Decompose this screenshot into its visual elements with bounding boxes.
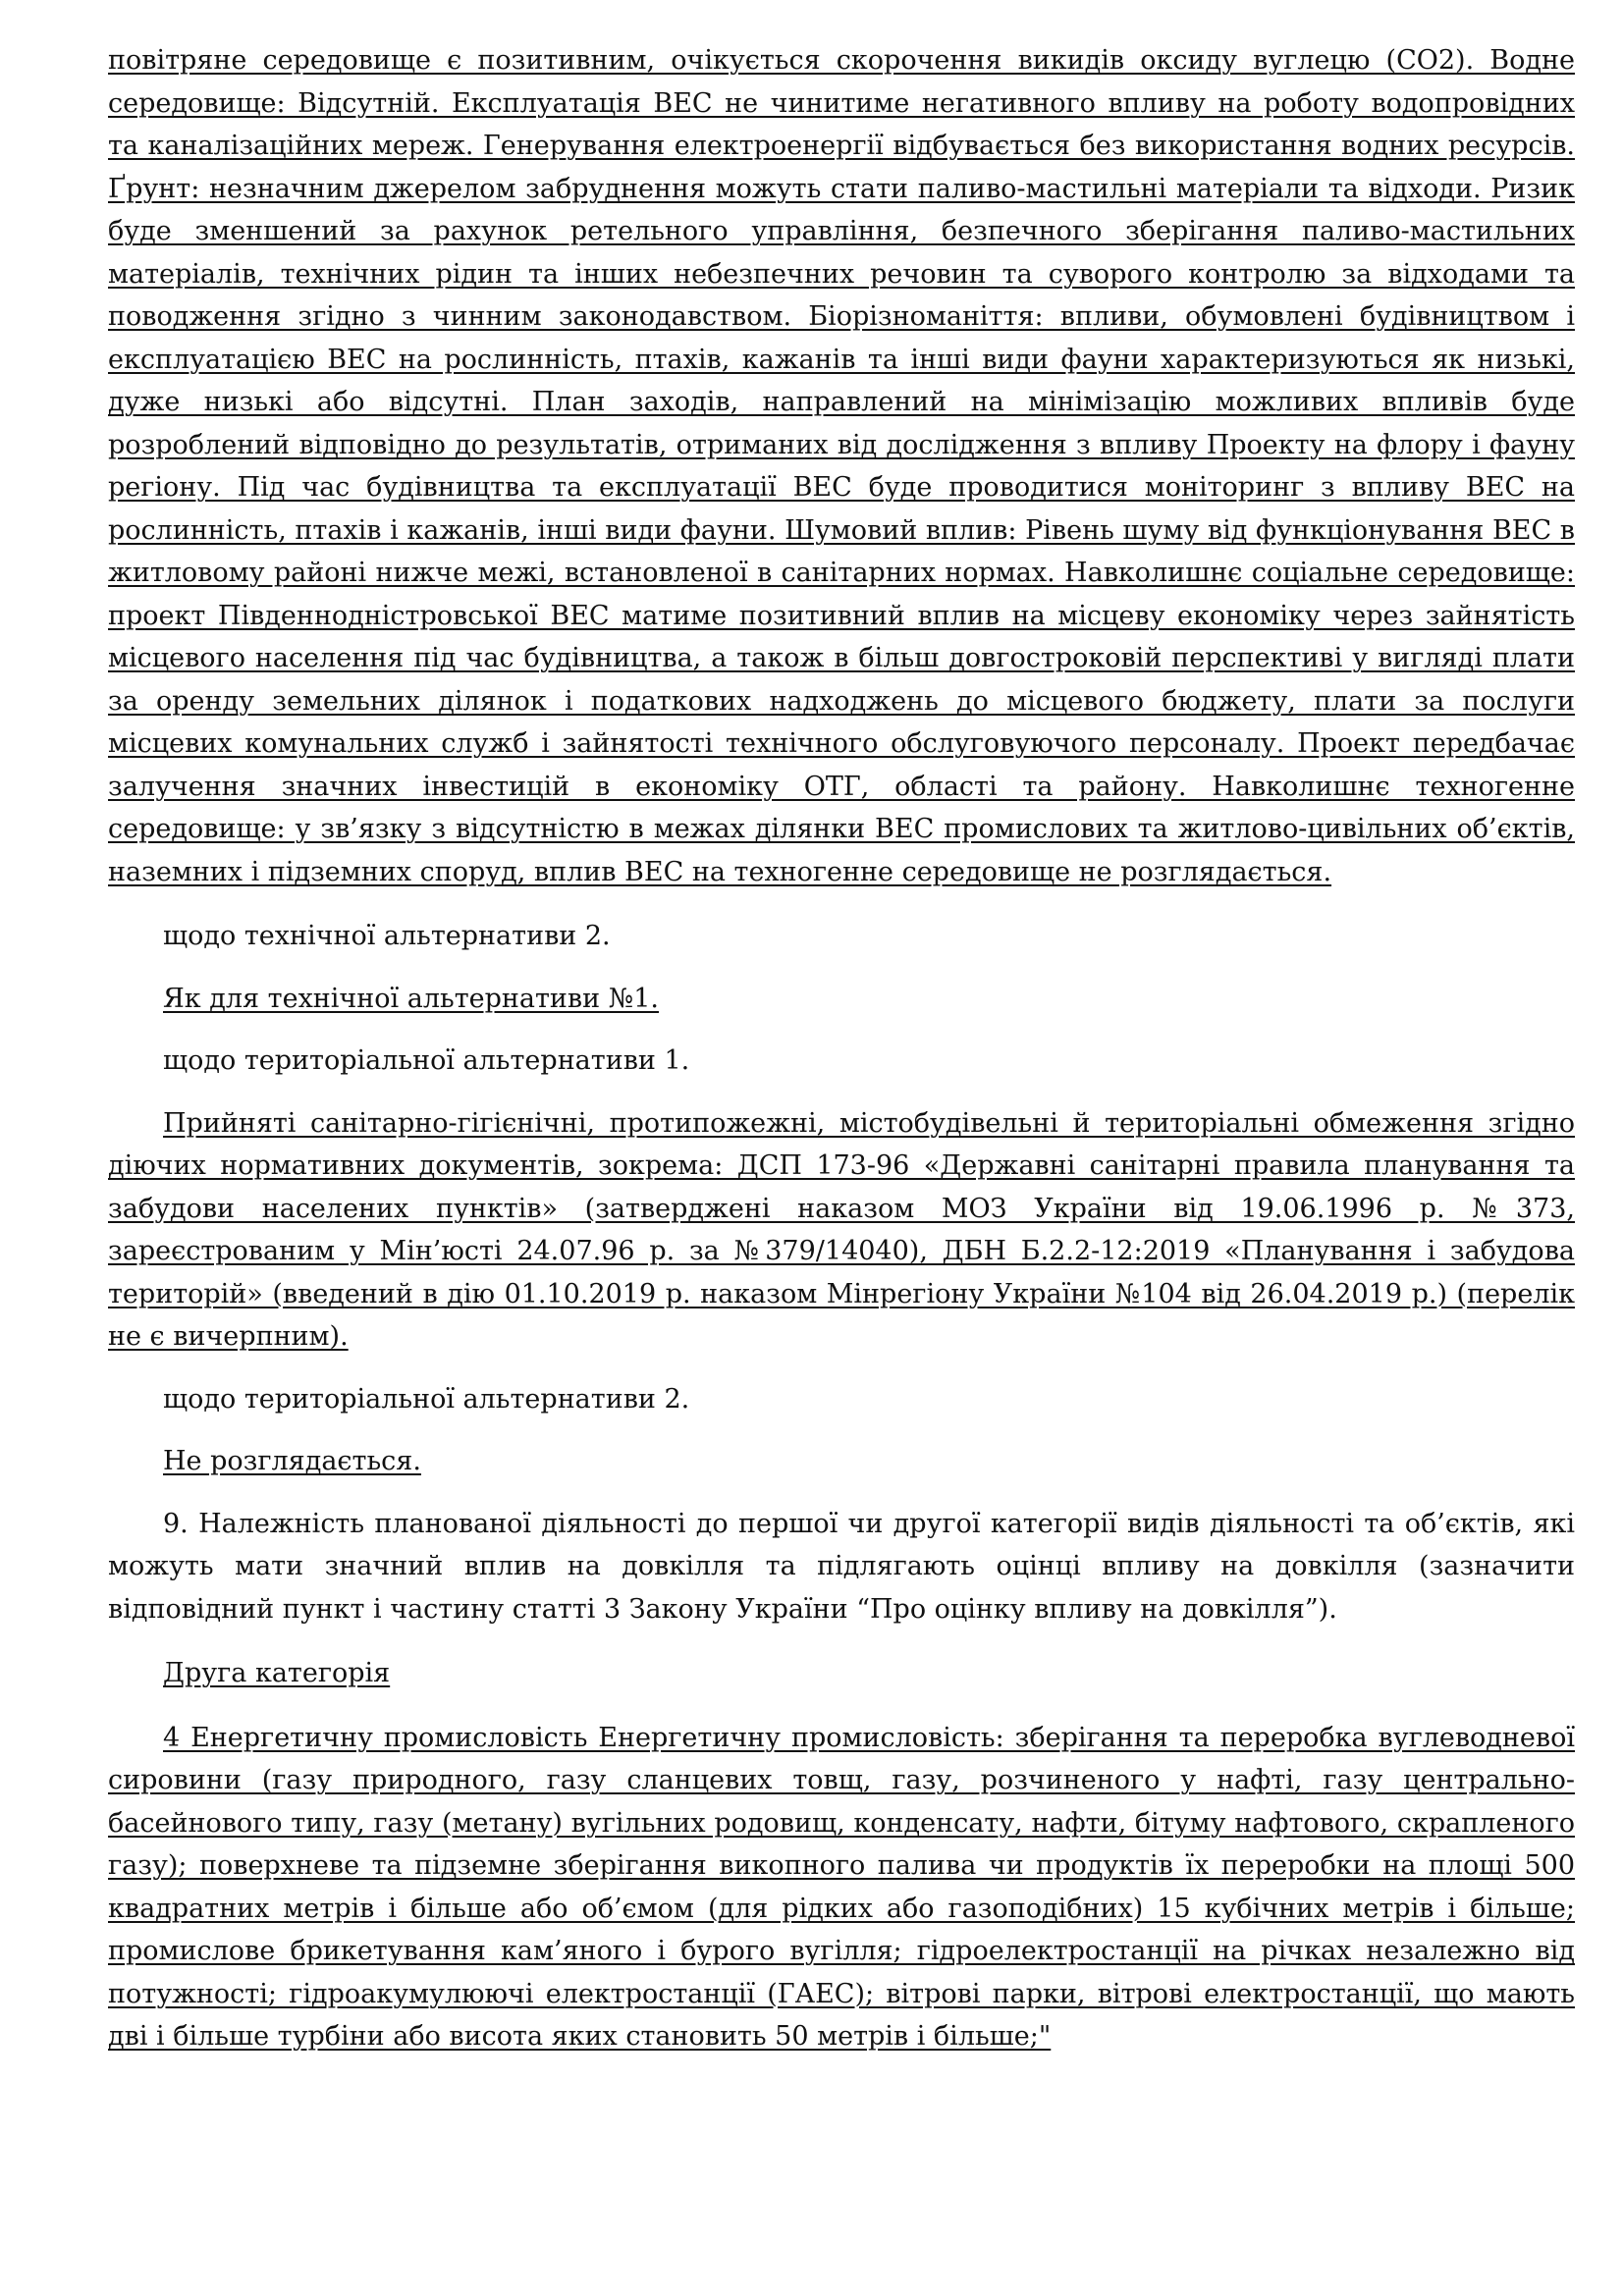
category-label: Друга категорія xyxy=(163,1658,391,1688)
terr-alt-1-answer: Прийняті санітарно-гігієнічні, протипожежні, містобудівельні й територіальні обмеження згідно діючих нормативних документів, зокрема: ДСП 173-96 «Державні санітарні правила планування та забудови населених пунктів» (затверджені наказом МОЗ України від 19.06.1996 р. №373, зареєстрованим у Мін’юсті 24.07.96 р. за №379/14040), ДБН Б.2.2-12:2019 «Планування і забудова територій» (введений в дію 01.10.2019 р. наказом Мінрегіону України №104 від 26.04.2019 р.) (перелік не є вичерпним). xyxy=(108,1107,1575,1352)
category-wrap xyxy=(108,1652,1575,1695)
terr-alt-1-label: щодо територіальної альтернативи 1. xyxy=(163,1045,690,1076)
tech-alt-2-label: щодо технічної альтернативи 2. xyxy=(163,921,611,951)
tech-alt-2-answer: Як для технічної альтернативи №1. xyxy=(163,983,660,1014)
terr-alt-2-label: щодо територіальної альтернативи 2. xyxy=(163,1383,690,1415)
section-9-heading: 9. Належність планованої діяльності до першої чи другої категорії видів діяльності та об’єктів, які можуть мати значний вплив на довкілля та підлягають оцінці впливу на довкілля (зазначити відповідний пункт і частину статті 3 Закону України “Про оцінку впливу на довкілля”). xyxy=(108,1508,1575,1625)
terr-alt-2-answer: Не розглядається. xyxy=(163,1446,421,1476)
environment-impact-paragraph: повітряне середовище є позитивним, очікується скорочення викидів оксиду вуглецю (СО2). Водне середовище: Відсутній. Експлуатація ВЕС не чинитиме негативного впливу на роботу водопровідних та каналізаційних мереж. Генерування електроенергії відбувається без використання водних ресурсів. Ґрунт: незначним джерелом забруднення можуть стати паливо-мастильні матеріали та відходи. Ризик буде зменшений за рахунок ретельного управління, безпечного зберігання паливо-мастильних матеріалів, технічних рідин та інших небезпечних речовин та суворого контролю за відходами та поводження згідно з чинним законодавством. Біорізноманіття: впливи, обумовлені будівництвом і експлуатацією ВЕС на рослинність, птахів, кажанів та інші види фауни характеризуються як низькі, дуже низькі або відсутні. План заходів, направлений на мінімізацію можливих впливів буде розроблений відповідно до результатів, отриманих від дослідження з впливу Проекту на флору і фауну регіону. Під час будівництва та експлуатації ВЕС буде проводитися моніторинг з впливу ВЕС на рослинність, птахів і кажанів, інші види фауни. Шумовий вплив: Рівень шуму від функціонування ВЕС в житловому районі нижче межі, встановленої в санітарних нормах. Навколишнє соціальне середовище: проект Південнодністровської ВЕС матиме позитивний вплив на місцеву економіку через зайнятість місцевого населення під час будівництва, а також в більш довгостроковій перспективі у вигляді плати за оренду земельних ділянок і податкових надходжень до місцевого бюджету, плати за послуги місцевих комунальних служб і зайнятості технічного обслуговуючого персоналу. Проект передбачає залучення значних інвестицій в економіку ОТГ, області та району. Навколишнє техногенне середовище: у зв’язку з відсутністю в межах ділянки ВЕС промислових та житлово-цивільних об’єктів, наземних і підземних споруд, вплив ВЕС на техногенне середовище не розглядається. xyxy=(108,45,1575,887)
category-description: 4 Енергетичну промисловість Енергетичну промисловість: зберігання та переробка вуглеводневої сировини (газу природного, газу сланцевих товщ, газу, розчиненого у нафті, газу центрально-басейнового типу, газу (метану) вугільних родовищ, конденсату, нафти, бітуму нафтового, скрапленого газу); поверхневе та підземне зберігання викопного палива чи продуктів їх переробки на площі 500 квадратних метрів і більше або об’ємом (для рідких або газоподібних) 15 кубічних метрів і більше; промислове брикетування кам’яного і бурого вугілля; гідроелектростанції на річках незалежно від потужності; гідроакумулюючі електростанції (ГАЕС); вітрові парки, вітрові електростанції, що мають дві і більше турбіни або висота яких становить 50 метрів і більше;" xyxy=(108,1722,1575,2052)
terr-alt-2-answer-wrap xyxy=(108,1440,1575,1483)
document-page xyxy=(108,39,1575,2058)
tech-alt-2-answer-wrap xyxy=(108,978,1575,1021)
